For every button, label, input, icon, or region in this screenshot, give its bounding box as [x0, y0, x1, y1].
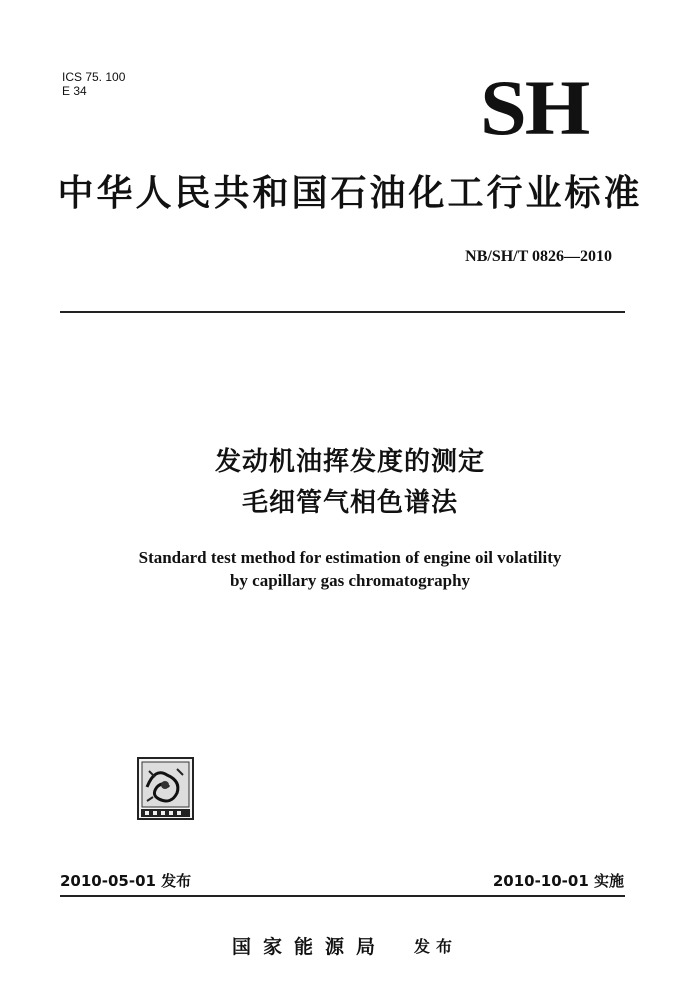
publisher-name: 国家能源局: [232, 936, 388, 958]
ics-code: ICS 75. 100: [62, 70, 126, 84]
sh-logo: SH: [480, 64, 589, 151]
class-code: E 34: [62, 84, 87, 98]
chinese-title-line-2: 毛细管气相色谱法: [241, 488, 458, 518]
english-title-line-1: Standard test method for estimation of engine oil volatility: [138, 548, 562, 567]
classification-codes: [62, 70, 125, 98]
bottom-divider: [60, 895, 625, 897]
issue-date: 2010-05-01 发布: [60, 872, 192, 890]
standard-number: NB/SH/T 0826—2010: [465, 248, 612, 265]
publish-label: 发布: [414, 937, 459, 956]
top-divider: [60, 311, 625, 313]
implementation-date: 2010-10-01 实施: [492, 872, 624, 890]
publisher-seal-icon: [137, 757, 194, 820]
english-title-line-2: by capillary gas chromatography: [229, 571, 471, 590]
chinese-title-line-1: 发动机油挥发度的测定: [214, 447, 485, 477]
standard-category-title: 中华人民共和国石油化工行业标准: [57, 173, 643, 214]
